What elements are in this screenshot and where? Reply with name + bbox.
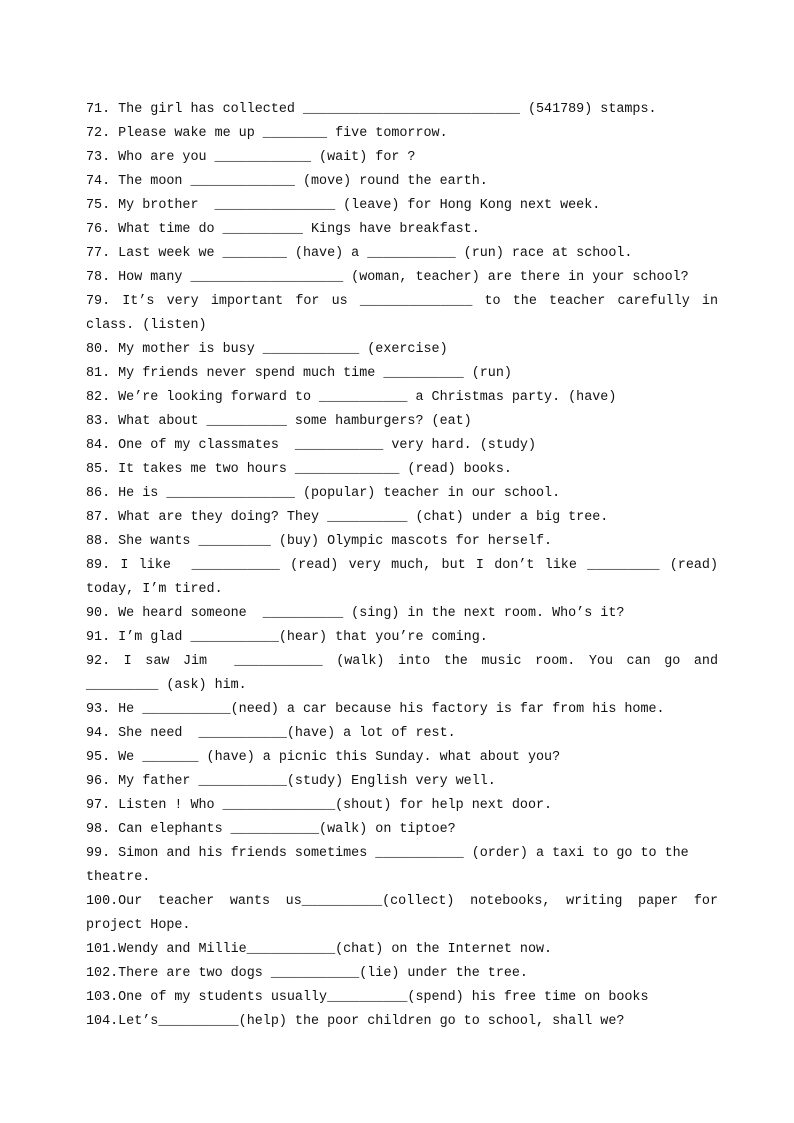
question-94: 94. She need ___________(have) a lot of rest. — [86, 726, 456, 741]
question-72: 72. Please wake me up ________ five tomorrow. — [86, 126, 448, 141]
question-71: 71. The girl has collected ___________________________ (541789) stamps. — [86, 102, 657, 117]
question-83: 83. What about __________ some hamburgers? (eat) — [86, 414, 472, 429]
question-92: 92. I saw Jim ___________ (walk) into the music room. You can go and _________ (ask) him. — [86, 654, 727, 693]
question-102: 102.There are two dogs ___________(lie) under the tree. — [86, 966, 528, 981]
question-99: 99. Simon and his friends sometimes ___________ (order) a taxi to go to the theatre. — [86, 846, 697, 885]
question-97: 97. Listen ! Who ______________(shout) for help next door. — [86, 798, 553, 813]
question-79: 79. It’s very important for us ______________ to the teacher carefully in class. (listen) — [86, 294, 727, 333]
question-80: 80. My mother is busy ____________ (exercise) — [86, 342, 448, 357]
question-96: 96. My father ___________(study) English very well. — [86, 774, 496, 789]
question-87: 87. What are they doing? They __________ (chat) under a big tree. — [86, 510, 609, 525]
question-104: 104.Let’s__________(help) the poor children go to school, shall we? — [86, 1014, 625, 1029]
question-95: 95. We _______ (have) a picnic this Sunday. what about you? — [86, 750, 561, 765]
question-82: 82. We’re looking forward to ___________ a Christmas party. (have) — [86, 390, 617, 405]
question-100: 100.Our teacher wants us__________(collect) notebooks, writing paper for project Hope. — [86, 894, 727, 933]
question-91: 91. I’m glad ___________(hear) that you’re coming. — [86, 630, 488, 645]
question-74: 74. The moon _____________ (move) round the earth. — [86, 174, 488, 189]
question-81: 81. My friends never spend much time __________ (run) — [86, 366, 512, 381]
question-88: 88. She wants _________ (buy) Olympic mascots for herself. — [86, 534, 553, 549]
question-86: 86. He is ________________ (popular) teacher in our school. — [86, 486, 561, 501]
exercise-page — [86, 98, 727, 1034]
question-76: 76. What time do __________ Kings have breakfast. — [86, 222, 480, 237]
question-84: 84. One of my classmates ___________ very hard. (study) — [86, 438, 536, 453]
question-98: 98. Can elephants ___________(walk) on tiptoe? — [86, 822, 456, 837]
question-77: 77. Last week we ________ (have) a ___________ (run) race at school. — [86, 246, 633, 261]
question-75: 75. My brother _______________ (leave) for Hong Kong next week. — [86, 198, 601, 213]
question-78: 78. How many ___________________ (woman, teacher) are there in your school? — [86, 270, 689, 285]
question-93: 93. He ___________(need) a car because his factory is far from his home. — [86, 702, 665, 717]
question-103: 103.One of my students usually__________(spend) his free time on books — [86, 990, 649, 1005]
question-89: 89. I like ___________ (read) very much, but I don’t like _________ (read) today, I’m tired. — [86, 558, 727, 597]
question-90: 90. We heard someone __________ (sing) in the next room. Who’s it? — [86, 606, 625, 621]
question-85: 85. It takes me two hours _____________ (read) books. — [86, 462, 512, 477]
question-101: 101.Wendy and Millie___________(chat) on the Internet now. — [86, 942, 553, 957]
question-73: 73. Who are you ____________ (wait) for ? — [86, 150, 416, 165]
